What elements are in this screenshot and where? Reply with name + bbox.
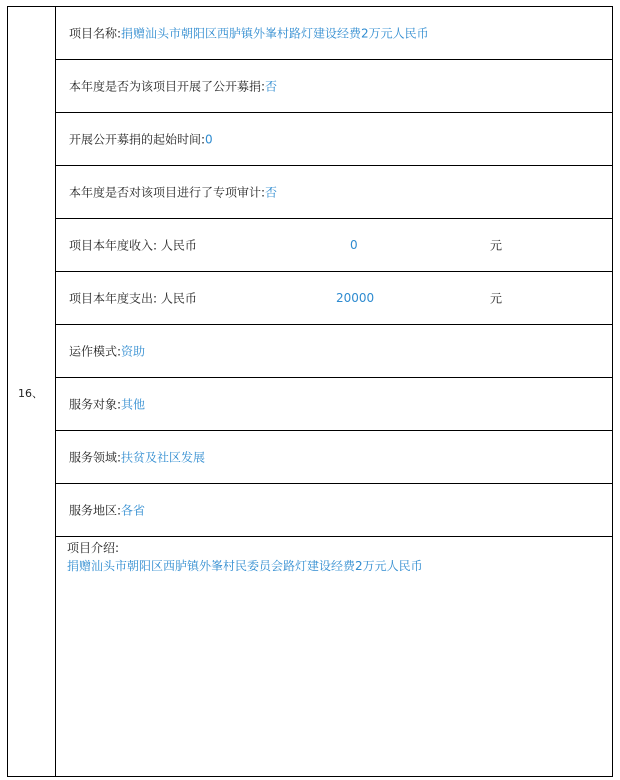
operation-mode-label: 运作模式:: [69, 344, 122, 359]
item-number: 16、: [18, 387, 43, 400]
operation-mode-value: 资助: [121, 344, 146, 359]
introduction-value: 捐赠汕头市朝阳区西胪镇外峯村民委员会路灯建设经费2万元人民币: [67, 559, 423, 573]
expense-row: [56, 272, 612, 325]
income-label: 项目本年度收入: 人民币: [69, 238, 197, 253]
service-area-value: 各省: [121, 503, 146, 518]
expense-amount: 20000: [336, 291, 375, 305]
special-audit-value: 否: [265, 185, 278, 200]
expense-unit: 元: [490, 291, 503, 306]
service-field-row: [56, 431, 612, 484]
project-name-value: 捐赠汕头市朝阳区西胪镇外峯村路灯建设经费2万元人民币: [121, 26, 429, 41]
service-field-label: 服务领域:: [69, 450, 122, 465]
income-amount: 0: [350, 238, 358, 252]
introduction-label: 项目介绍:: [67, 541, 120, 555]
fundraising-start-value: 0: [205, 132, 213, 147]
service-area-label: 服务地区:: [69, 503, 122, 518]
public-fundraising-row: [56, 60, 612, 113]
service-target-value: 其他: [121, 397, 146, 412]
project-details: [56, 7, 612, 776]
service-area-row: [56, 484, 612, 537]
public-fundraising-value: 否: [265, 79, 278, 94]
income-row: [56, 219, 612, 272]
expense-label: 项目本年度支出: 人民币: [69, 291, 197, 306]
service-field-value: 扶贫及社区发展: [121, 450, 206, 465]
project-name-label: 项目名称:: [69, 26, 122, 41]
income-unit: 元: [490, 238, 503, 253]
service-target-row: [56, 378, 612, 431]
operation-mode-row: [56, 325, 612, 378]
project-table: [7, 6, 613, 777]
special-audit-row: [56, 166, 612, 219]
project-name-row: [56, 7, 612, 60]
public-fundraising-label: 本年度是否为该项目开展了公开募捐:: [69, 79, 266, 94]
service-target-label: 服务对象:: [69, 397, 122, 412]
fundraising-start-label: 开展公开募捐的起始时间:: [69, 132, 206, 147]
fundraising-start-row: [56, 113, 612, 166]
introduction-cell: [56, 537, 612, 575]
item-number-cell: [8, 7, 56, 776]
special-audit-label: 本年度是否对该项目进行了专项审计:: [69, 185, 266, 200]
